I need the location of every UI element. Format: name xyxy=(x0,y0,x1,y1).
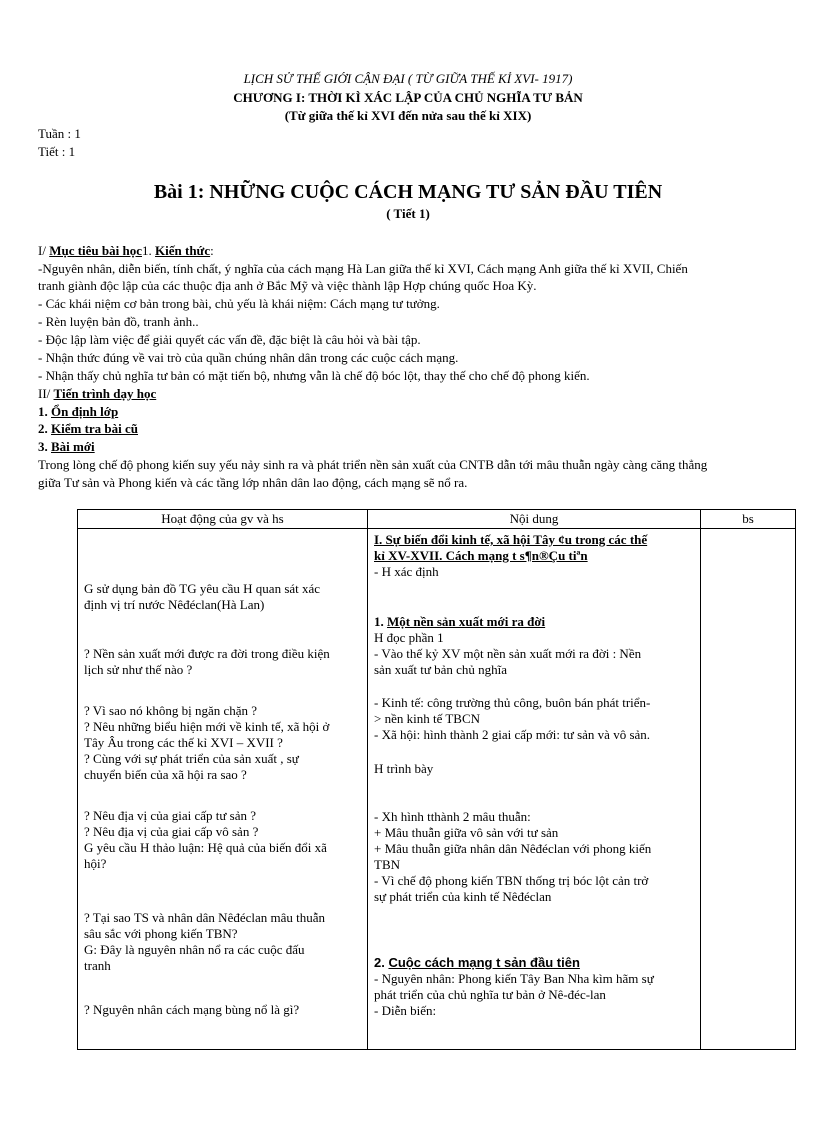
content-line: - Xã hội: hình thành 2 giai cấp mới: tư sản và vô sản. xyxy=(374,727,651,742)
content-line: - H xác định xyxy=(374,564,439,579)
section-label: Một nền sản xuất mới ra đời xyxy=(387,614,546,629)
objectives-title: Mục tiêu bài học xyxy=(49,243,143,258)
objective-line: - Độc lập làm việc để giải quyết các vấn đề, đặc biệt là câu hỏi và bài tập. xyxy=(38,332,421,347)
activity-line: lịch sử như thế nào ? xyxy=(84,662,193,677)
objective-line: -Nguyên nhân, diễn biến, tính chất, ý nghĩa của cách mạng Hà Lan giữa thế kỉ XVI, Cách mạng Anh giữa thế kỉ XVII, Chiến xyxy=(38,261,688,276)
activities-cell xyxy=(78,529,368,1050)
content-line: H trình bày xyxy=(374,761,434,776)
objectives-prefix: I/ xyxy=(38,243,50,258)
activity-line: ? Nguyên nhân cách mạng bùng nổ là gì? xyxy=(84,1002,300,1017)
step-number: 3. xyxy=(38,439,51,454)
section-1-title: I. Sự biến đổi kinh tế, xã hội Tây ¢u trong các thế xyxy=(374,532,648,547)
week-label: Tuần : 1 xyxy=(38,126,81,141)
activity-line: ? Nêu địa vị của giai cấp vô sản ? xyxy=(84,824,259,839)
content-line: TBN xyxy=(374,857,400,872)
step-number: 1. xyxy=(38,404,51,419)
objective-line: - Nhận thức đúng về vai trò của quần chúng nhân dân trong các cuộc cách mạng. xyxy=(38,350,459,365)
activity-line: G: Đây là nguyên nhân nổ ra các cuộc đấu xyxy=(84,942,305,957)
content-line: - Xh hình tthành 2 mâu thuẫn: xyxy=(374,809,531,824)
section-1-1-title xyxy=(374,614,694,630)
objective-line: tranh giành độc lập của các thuộc địa anh ở Bắc Mỹ và việc thành lập Hợp chúng quốc Hoa Kỳ. xyxy=(38,278,537,293)
activity-line: ? Vì sao nó không bị ngăn chặn ? xyxy=(84,703,258,718)
step-new-lesson xyxy=(38,439,95,454)
section-1-title: kỉ XV-XVII. Cách mạng t s¶n®Çu tiªn xyxy=(374,548,588,563)
lesson-subtitle: ( Tiết 1) xyxy=(386,206,430,221)
activity-line: ? Nêu địa vị của giai cấp tư sản ? xyxy=(84,808,257,823)
header-content: Nội dung xyxy=(368,510,701,529)
notes-cell xyxy=(701,529,796,1050)
content-line: phát triển của chủ nghĩa tư bản ở Nê-đéc-lan xyxy=(374,987,606,1002)
knowledge-colon: : xyxy=(210,243,214,258)
activity-line: sâu sắc với phong kiến TBN? xyxy=(84,926,238,941)
activity-line: ? Nêu những biểu hiện mới về kinh tế, xã hội ở xyxy=(84,719,330,734)
activity-line: hội? xyxy=(84,856,107,871)
objectives-heading xyxy=(38,243,214,258)
process-heading xyxy=(38,386,156,401)
content-line: sản xuất tư bản chủ nghĩa xyxy=(374,662,508,677)
process-prefix: II/ xyxy=(38,386,54,401)
objective-line: - Các khái niệm cơ bản trong bài, chủ yếu là khái niệm: Cách mạng tư tưởng. xyxy=(38,296,440,311)
intro-paragraph-line: giữa Tư sản và Phong kiến và các tầng lớp nhân dân lao động, cách mạng sẽ nổ ra. xyxy=(38,475,468,490)
chapter-period: (Từ giữa thế kỉ XVI đến nửa sau thế kỉ XIX) xyxy=(284,108,532,123)
content-line: + Mâu thuẫn giữa vô sản với tư sản xyxy=(374,825,559,840)
content-cell xyxy=(368,529,701,1050)
content-line: - Nguyên nhân: Phong kiến Tây Ban Nha kìm hãm sự xyxy=(374,971,654,986)
period-label: Tiết : 1 xyxy=(38,144,76,159)
section-2-title xyxy=(374,955,694,971)
lesson-plan-table xyxy=(77,509,796,1050)
content-line: > nền kinh tế TBCN xyxy=(374,711,481,726)
step-stabilize xyxy=(38,404,118,419)
step-label: Ổn định lớp xyxy=(51,404,119,419)
activity-line: ? Nền sản xuất mới được ra đời trong điều kiện xyxy=(84,646,330,661)
objective-line: - Rèn luyện bản đồ, tranh ảnh.. xyxy=(38,314,199,329)
step-label: Kiểm tra bài cũ xyxy=(51,421,139,436)
section-number: 2. xyxy=(374,955,389,970)
header-notes: bs xyxy=(701,510,796,529)
knowledge-number: 1. xyxy=(142,243,156,258)
header-activities: Hoạt động của gv và hs xyxy=(78,510,368,529)
content-line: sự phát triển của kinh tế Nêđéclan xyxy=(374,889,552,904)
chapter-title: CHƯƠNG I: THỜI KÌ XÁC LẬP CỦA CHỦ NGHĨA TƯ BẢN xyxy=(233,90,583,105)
intro-paragraph-line: Trong lòng chế độ phong kiến suy yếu nảy sinh ra và phát triển nền sản xuất của CNTB dẫn tới mâu thuẫn ngày càng căng thẳng xyxy=(38,457,708,472)
content-line: + Mâu thuẫn giữa nhân dân Nêđéclan với phong kiến xyxy=(374,841,652,856)
step-number: 2. xyxy=(38,421,51,436)
activity-line: tranh xyxy=(84,958,111,973)
lesson-title: Bài 1: NHỮNG CUỘC CÁCH MẠNG TƯ SẢN ĐẦU TIÊN xyxy=(153,181,663,203)
activity-line: ? Cùng với sự phát triển của sản xuất , sự xyxy=(84,751,299,766)
course-title: LỊCH SỬ THẾ GIỚI CẬN ĐẠI ( TỪ GIỮA THẾ KỈ XVI- 1917) xyxy=(243,71,573,86)
content-line: H đọc phần 1 xyxy=(374,630,444,645)
process-title: Tiến trình dạy học xyxy=(53,386,157,401)
content-line: - Diễn biến: xyxy=(374,1003,437,1018)
content-line: - Vào thế kỷ XV một nền sản xuất mới ra đời : Nền xyxy=(374,646,642,661)
content-line: - Vì chế độ phong kiến TBN thống trị bóc lột cản trở xyxy=(374,873,649,888)
section-label: Cuộc cách mạng t sản đầu tiên xyxy=(388,955,580,970)
knowledge-title: Kiến thức xyxy=(155,243,211,258)
activity-line: định vị trí nước Nêđéclan(Hà Lan) xyxy=(84,597,265,612)
activity-line: chuyển biến của xã hội ra sao ? xyxy=(84,767,247,782)
activity-line: G sử dụng bản đồ TG yêu cầu H quan sát xác xyxy=(84,581,321,596)
table-row xyxy=(78,529,796,1050)
step-review xyxy=(38,421,138,436)
section-number: 1. xyxy=(374,614,387,629)
table-header-row xyxy=(78,510,796,529)
objective-line: - Nhận thấy chủ nghĩa tư bản có mặt tiến bộ, nhưng vẫn là chế độ bóc lột, thay thế cho chế độ phong kiến. xyxy=(38,368,590,383)
step-label: Bài mới xyxy=(51,439,95,454)
activity-line: G yêu cầu H thảo luận: Hệ quả của biến đổi xã xyxy=(84,840,327,855)
content-line: - Kinh tế: công trường thủ công, buôn bán phát triển- xyxy=(374,695,651,710)
activity-line: Tây Âu trong các thế kỉ XVI – XVII ? xyxy=(84,735,283,750)
activity-line: ? Tại sao TS và nhân dân Nêđéclan mâu thuẫn xyxy=(84,910,326,925)
